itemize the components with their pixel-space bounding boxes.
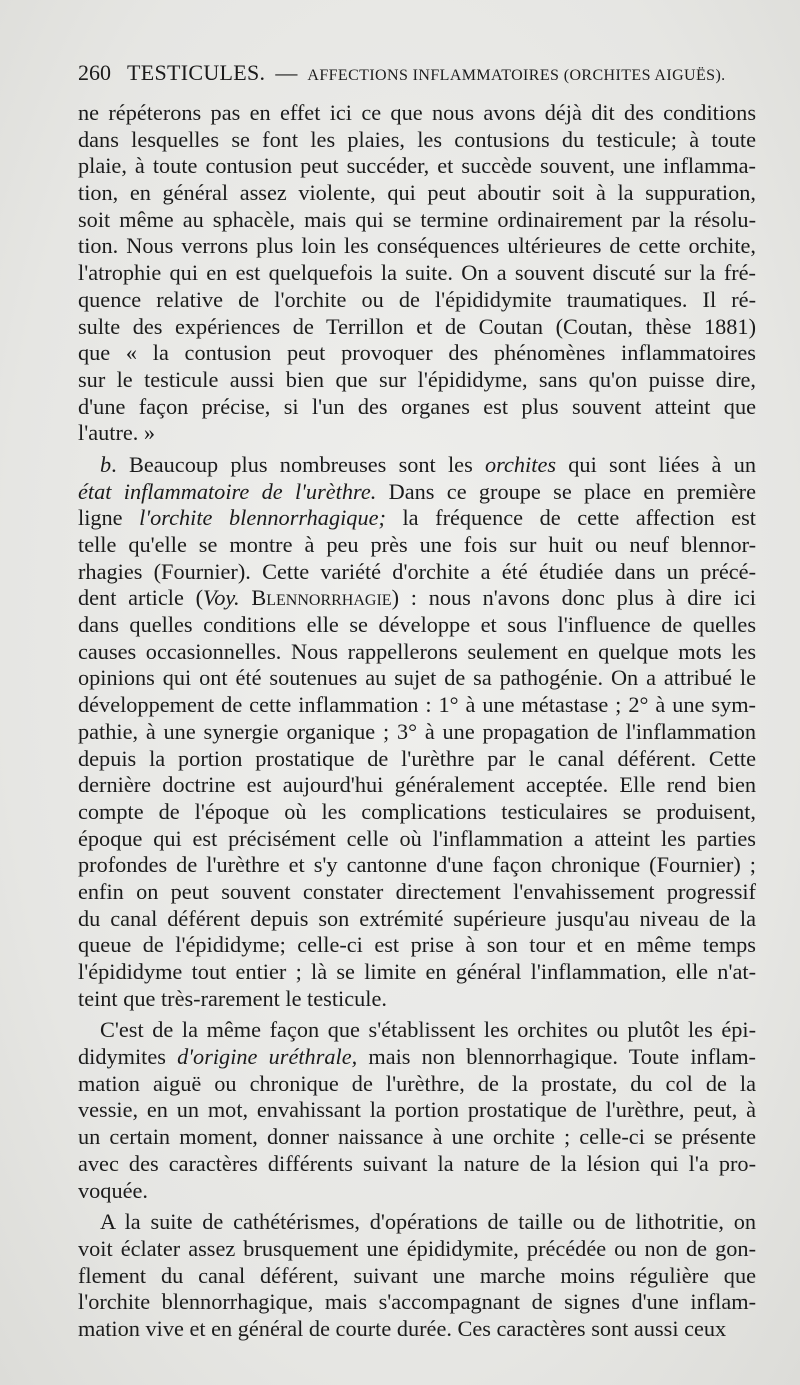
italic-text: Voy. <box>203 585 240 611</box>
small-caps-text: Blennorrhagie <box>251 585 392 611</box>
text-segment: que « la contusion peut provoquer des phénomènes inflammatoires <box>78 340 756 366</box>
text-segment: rhagies (Fournier). Cette variété d'orchite a été étudiée dans un précé- <box>78 558 756 584</box>
text-segment: d'une façon précise, si l'un des organes est plus souvent atteint que <box>78 393 756 419</box>
text-segment: dernière doctrine est aujourd'hui généralement acceptée. Elle rend bien <box>78 772 756 798</box>
text-segment: l'épididyme tout entier ; là se limite en général l'inflammation, elle n'at- <box>78 959 756 984</box>
text-segment: profondes de l'urèthre et s'y cantonne d'une façon chronique (Fournier) ; <box>78 852 756 878</box>
text-line <box>78 852 756 879</box>
text-line <box>78 207 756 234</box>
text-segment: mation aiguë ou chronique de l'urèthre, de la prostate, du col de la <box>78 1070 756 1096</box>
text-line <box>78 1017 756 1044</box>
italic-text: orchites <box>485 451 557 477</box>
text-segment: opinions qui ont été soutenues au sujet de sa pathogénie. On a attribué le <box>78 665 756 691</box>
text-segment: C'est de la même façon que s'établissent les orchites ou plutôt les épi- <box>100 1017 756 1043</box>
text-segment: l'autre. » <box>78 420 156 446</box>
text-segment: du canal déférent depuis son extrémité supérieure jusqu'au niveau de la <box>78 905 756 931</box>
text-segment: l'atrophie qui en est quelquefois la suite. On a souvent discuté sur la fré- <box>78 260 756 286</box>
text-line <box>78 906 756 933</box>
body-text <box>78 100 756 1343</box>
text-segment: voquée. <box>78 1177 148 1203</box>
text-segment: dent article ( <box>78 585 204 611</box>
text-line <box>78 719 756 746</box>
text-line <box>78 505 756 532</box>
text-line <box>78 1209 756 1236</box>
text-line <box>78 367 756 394</box>
text-line <box>78 1044 756 1071</box>
text-line <box>78 100 756 127</box>
paragraph <box>78 1017 756 1204</box>
text-segment: pathie, à une synergie organique ; 3° à une propagation de l'inflammation <box>78 718 756 744</box>
text-line <box>78 1178 756 1205</box>
text-line <box>78 314 756 341</box>
text-line <box>78 1124 756 1151</box>
text-line <box>78 1151 756 1178</box>
text-line <box>78 799 756 826</box>
text-segment: voit éclater assez brusquement une épididymite, précédée ou non de gon- <box>78 1235 756 1261</box>
page-number: 260 <box>78 60 111 85</box>
text-segment <box>240 585 252 610</box>
text-line <box>78 1263 756 1290</box>
running-head <box>78 60 756 94</box>
italic-text: d'origine uréthrale, <box>177 1044 358 1070</box>
text-line <box>78 746 756 773</box>
text-line <box>78 959 756 986</box>
text-segment: dans lesquelles se font les plaies, les contusions du testicule; à toute <box>78 126 756 152</box>
section-subtitle: AFFECTIONS INFLAMMATOIRES (ORCHITES AIGUËS). <box>307 67 726 84</box>
text-segment: queue de l'épididyme; celle-ci est prise à son tour et en même temps <box>78 932 756 958</box>
text-line <box>78 1097 756 1124</box>
text-segment: A la suite de cathétérismes, d'opérations de taille ou de lithotritie, on <box>100 1209 756 1235</box>
text-segment: un certain moment, donner naissance à une orchite ; celle-ci se présente <box>78 1124 756 1150</box>
text-segment: tion. Nous verrons plus loin les conséquences ultérieures de cette orchite, <box>78 233 756 259</box>
text-segment: l'orchite blennorrhagique, mais s'accompagnant de signes d'une inflam- <box>78 1289 756 1315</box>
text-segment: ligne <box>78 505 140 531</box>
text-line <box>78 772 756 799</box>
text-segment: sulte des expériences de Terrillon et de Coutan (Coutan, thèse 1881) <box>78 313 756 339</box>
text-segment: avec des caractères différents suivant la nature de la lésion qui l'a pro- <box>78 1150 756 1176</box>
italic-text: b <box>100 451 112 477</box>
text-segment: mation vive et en général de courte durée. Ces caractères sont aussi ceux <box>78 1315 727 1341</box>
text-line <box>78 420 756 447</box>
text-segment: enfin on peut souvent constater directement l'envahissement progressif <box>78 878 756 904</box>
text-segment: soit même au sphacèle, mais qui se termine ordinairement par la résolu- <box>78 206 756 232</box>
text-line <box>78 692 756 719</box>
text-line <box>78 879 756 906</box>
paragraph <box>78 1209 756 1342</box>
text-segment: depuis la portion prostatique de l'urèthre par le canal déférent. Cette <box>78 745 756 771</box>
text-line <box>78 479 756 506</box>
text-line <box>78 826 756 853</box>
text-segment: quence relative de l'orchite ou de l'épididymite traumatiques. Il ré- <box>78 286 756 312</box>
text-segment: Dans ce groupe se place en première <box>376 478 756 504</box>
text-line <box>78 665 756 692</box>
text-line <box>78 986 756 1013</box>
text-segment: causes occasionnelles. Nous rappellerons seulement en quelque mots les <box>78 638 756 664</box>
text-line <box>78 452 756 479</box>
italic-text: l'orchite blennorrhagique; <box>139 505 386 531</box>
text-line <box>78 233 756 260</box>
text-line <box>78 127 756 154</box>
text-line <box>78 1289 756 1316</box>
text-line <box>78 532 756 559</box>
text-line <box>78 340 756 367</box>
header-separator: — <box>275 60 298 85</box>
paragraph <box>78 100 756 447</box>
text-segment: . Beaucoup plus nombreuses sont les <box>111 451 486 477</box>
text-segment: ne répéterons pas en effet ici ce que nous avons déjà dit des conditions <box>78 100 756 125</box>
text-segment: compte de l'époque où les complications testiculaires se produisent, <box>78 798 756 824</box>
text-segment: flement du canal déférent, suivant une marche moins régulière que <box>78 1262 756 1288</box>
text-segment: la fréquence de cette affection est <box>385 505 756 531</box>
text-segment: telle qu'elle se montre à peu près une fois sur huit ou neuf blennor- <box>78 532 756 557</box>
text-segment: plaie, à toute contusion peut succéder, et succède souvent, une inflamma- <box>78 153 756 179</box>
text-line <box>78 585 756 612</box>
text-segment: sur le testicule aussi bien que sur l'épididyme, sans qu'on puisse dire, <box>78 366 756 392</box>
paragraph <box>78 452 756 1012</box>
text-line <box>78 1236 756 1263</box>
text-line <box>78 394 756 421</box>
text-line <box>78 1071 756 1098</box>
text-line <box>78 559 756 586</box>
text-segment: mais non blennorrhagique. Toute inflam- <box>357 1044 756 1070</box>
text-line <box>78 180 756 207</box>
text-segment: développement de cette inflammation : 1° à une métastase ; 2° à une sym- <box>78 692 756 718</box>
text-line <box>78 932 756 959</box>
text-segment: ) : nous n'avons donc plus à dire ici <box>391 585 756 611</box>
text-line <box>78 639 756 666</box>
text-line <box>78 287 756 314</box>
text-line <box>78 260 756 287</box>
chapter-title: TESTICULES. <box>127 60 266 85</box>
text-segment: époque qui est précisément celle où l'inflammation a atteint les parties <box>78 825 756 851</box>
text-segment: qui sont liées à un <box>556 451 756 477</box>
text-line <box>78 612 756 639</box>
italic-text: état inflammatoire de l'urèthre. <box>78 478 377 504</box>
text-line <box>78 153 756 180</box>
text-line <box>78 1316 756 1343</box>
text-segment: dans quelles conditions elle se développe et sous l'influence de quelles <box>78 612 756 638</box>
text-segment: teint que très-rarement le testicule. <box>78 985 387 1011</box>
text-segment: tion, en général assez violente, qui peut aboutir soit à la suppuration, <box>78 180 756 206</box>
text-segment: vessie, en un mot, envahissant la portion prostatique de l'urèthre, peut, à <box>78 1097 756 1123</box>
text-segment: didymites <box>78 1044 178 1070</box>
